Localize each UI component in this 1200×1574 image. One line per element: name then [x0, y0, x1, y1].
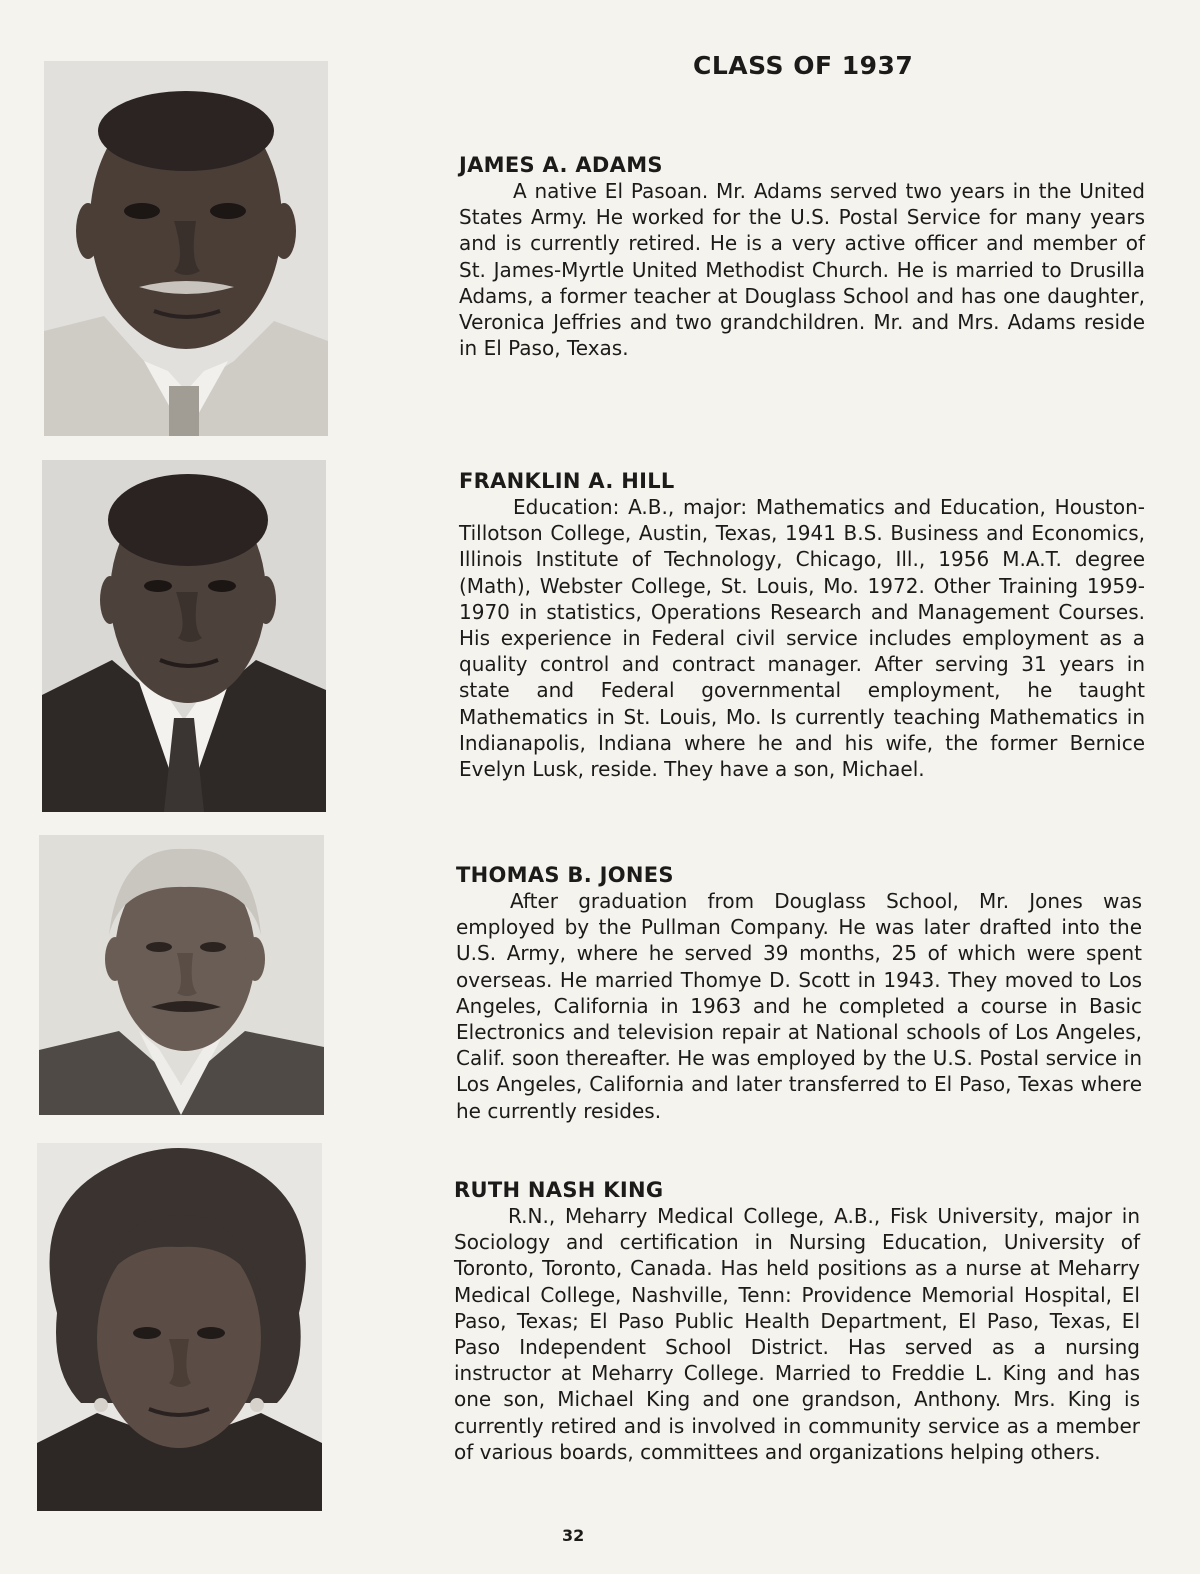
entry-name: JAMES A. ADAMS: [459, 153, 663, 177]
portrait-photo-franklin-hill: [42, 460, 326, 812]
entry-name: FRANKLIN A. HILL: [459, 469, 675, 493]
entry-bio: After graduation from Douglass School, Mr. Jones was employed by the Pullman Company. He was later drafted into the U.S. Army, where he served 39 months, 25 of which were spent overseas. He married Thomye D. Scott in 1943. They moved to Los Angeles, California in 1963 and he completed a course in Basic Electronics and television repair at National schools of Los Angeles, Calif. soon thereafter. He was employed by the U.S. Postal service in Los Angeles, California and later transferred to El Paso, Texas where he currently resides.: [456, 889, 1142, 1123]
entry-bio: Education: A.B., major: Mathematics and Education, Houston-Tillotson College, Austin, Texas, 1941 B.S. Business and Economics, Illinois Institute of Technology, Chicago, Ill., 1956 M.A.T. degree (Math), Webster College, St. Louis, Mo. 1972. Other Training 1959-1970 in statistics, Operations Research and Management Courses. His experience in Federal civil service includes employment as a quality control and contract manager. After serving 31 years in state and Federal governmental employment, he taught Mathematics in St. Louis, Mo. Is currently teaching Mathematics in Indianapolis, Indiana where he and his wife, the former Bernice Evelyn Lusk, reside. They have a son, Michael.: [459, 495, 1145, 782]
page-number: 32: [562, 1526, 585, 1545]
portrait-photo-ruth-king: [37, 1143, 322, 1511]
entry-james-adams: [459, 152, 1145, 361]
entry-thomas-jones: [456, 862, 1142, 1124]
entry-name: RUTH NASH KING: [454, 1178, 664, 1202]
entry-ruth-king: [454, 1177, 1140, 1465]
entry-franklin-hill: [459, 468, 1145, 782]
portrait-photo-james-adams: [44, 61, 328, 436]
entry-bio: A native El Pasoan. Mr. Adams served two years in the United States Army. He worked for the U.S. Postal Service for many years and is currently retired. He is a very active officer and member of St. James-Myrtle United Methodist Church. He is married to Drusilla Adams, a former teacher at Douglass School and has one daughter, Veronica Jeffries and two grandchildren. Mr. and Mrs. Adams reside in El Paso, Texas.: [459, 179, 1145, 361]
portrait-photo-thomas-jones: [39, 835, 324, 1115]
entry-name: THOMAS B. JONES: [456, 863, 674, 887]
entry-bio: R.N., Meharry Medical College, A.B., Fisk University, major in Sociology and certification in Nursing Education, University of Toronto, Toronto, Canada. Has held positions as a nurse at Meharry Medical College, Nashville, Tenn: Providence Memorial Hospital, El Paso, Texas; El Paso Public Health Department, El Paso, Texas, El Paso Independent School District. Has served as a nursing instructor at Meharry College. Married to Freddie L. King and has one son, Michael King and one grandson, Anthony. Mrs. King is currently retired and is involved in community service as a member of various boards, committees and organizations helping others.: [454, 1204, 1140, 1464]
page-title: CLASS OF 1937: [693, 51, 914, 80]
